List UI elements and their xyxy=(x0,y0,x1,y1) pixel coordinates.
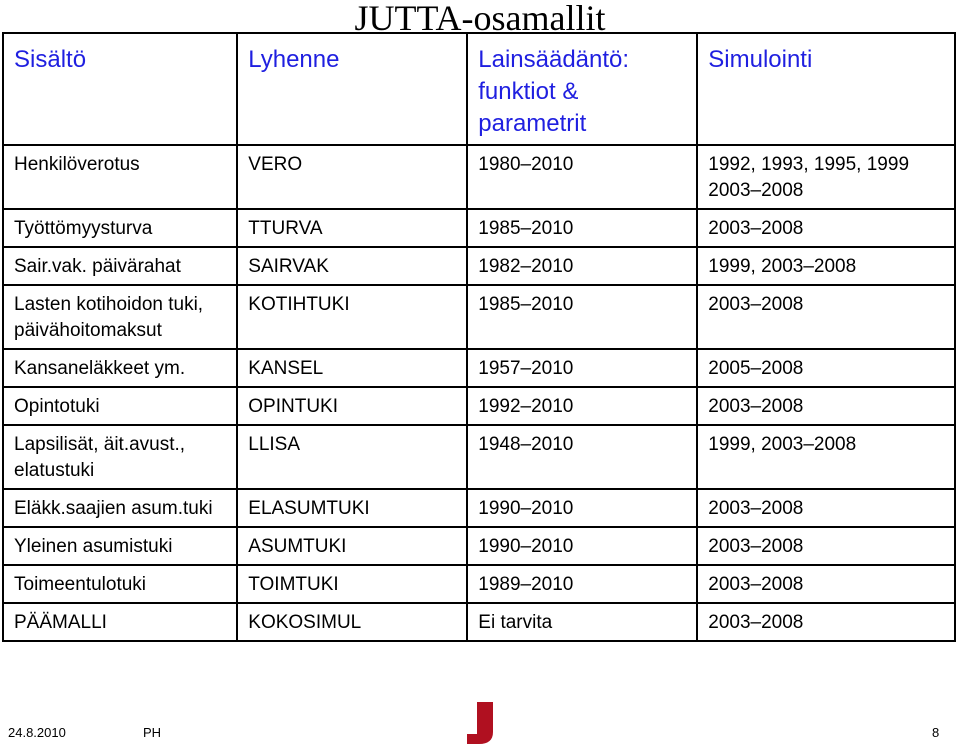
table-cell xyxy=(237,209,467,247)
cell-line: Sair.vak. päivärahat xyxy=(14,256,181,277)
cell-line: KOKOSIMUL xyxy=(248,612,362,633)
table-cell xyxy=(3,285,237,349)
cell-line: 2003–2008 xyxy=(708,612,804,633)
cell-line: 2003–2008 xyxy=(708,536,804,557)
table-cell xyxy=(697,247,955,285)
table-cell xyxy=(467,387,697,425)
table-row xyxy=(3,285,955,349)
header-line: Sisältö xyxy=(14,46,87,73)
cell-line: VERO xyxy=(248,154,303,175)
table-row xyxy=(3,603,955,641)
cell-line: PÄÄMALLI xyxy=(14,612,107,633)
table-cell xyxy=(3,349,237,387)
table-cell xyxy=(237,247,467,285)
table-cell xyxy=(467,603,697,641)
cell-line: KOTIHTUKI xyxy=(248,294,350,315)
cell-line: 1999, 2003–2008 xyxy=(708,434,857,455)
table-cell xyxy=(237,603,467,641)
table-row xyxy=(3,387,955,425)
table-body xyxy=(3,145,955,641)
cell-line: 2003–2008 xyxy=(708,396,804,417)
cell-line: TTURVA xyxy=(248,218,323,239)
footer-page-number: 8 xyxy=(932,725,940,740)
table-cell xyxy=(237,387,467,425)
cell-line: Lapsilisät, äit.avust., xyxy=(14,434,186,455)
footer-author: PH xyxy=(143,725,162,740)
cell-line: Eläkk.saajien asum.tuki xyxy=(14,498,213,519)
table-cell xyxy=(697,425,955,489)
column-header xyxy=(697,33,955,145)
table-cell xyxy=(467,285,697,349)
cell-line: 2003–2008 xyxy=(708,218,804,239)
table-cell xyxy=(237,425,467,489)
table-cell xyxy=(697,387,955,425)
cell-line: 1957–2010 xyxy=(478,358,574,379)
header-row xyxy=(3,33,955,145)
cell-line: 1990–2010 xyxy=(478,498,574,519)
table-row xyxy=(3,247,955,285)
table-cell xyxy=(697,603,955,641)
cell-line: elatustuki xyxy=(14,460,95,481)
table-cell xyxy=(467,145,697,209)
submodel-table xyxy=(2,32,956,642)
header-line: Simulointi xyxy=(708,46,813,73)
j-logo-icon xyxy=(463,700,497,746)
table-row xyxy=(3,489,955,527)
cell-line: 1992, 1993, 1995, 1999 xyxy=(708,154,910,175)
table-cell xyxy=(3,145,237,209)
cell-line: 1999, 2003–2008 xyxy=(708,256,857,277)
cell-line: OPINTUKI xyxy=(248,396,338,417)
cell-line: 2003–2008 xyxy=(708,180,804,201)
cell-line: 1992–2010 xyxy=(478,396,574,417)
table-row xyxy=(3,145,955,209)
cell-line: Ei tarvita xyxy=(478,612,553,633)
column-header xyxy=(237,33,467,145)
table-cell xyxy=(467,247,697,285)
table-cell xyxy=(697,527,955,565)
table-cell xyxy=(3,425,237,489)
cell-line: Henkilöverotus xyxy=(14,154,140,175)
column-header xyxy=(467,33,697,145)
cell-line: 1985–2010 xyxy=(478,294,574,315)
cell-line: ELASUMTUKI xyxy=(248,498,370,519)
header-line: parametrit xyxy=(478,110,587,137)
table-cell xyxy=(697,565,955,603)
cell-line: 1985–2010 xyxy=(478,218,574,239)
header-line: Lainsäädäntö: xyxy=(478,46,630,73)
table-cell xyxy=(697,209,955,247)
cell-line: 1990–2010 xyxy=(478,536,574,557)
cell-line: Yleinen asumistuki xyxy=(14,536,173,557)
table-cell xyxy=(467,209,697,247)
table-cell xyxy=(237,527,467,565)
table-cell xyxy=(237,349,467,387)
cell-line: Työttömyysturva xyxy=(14,218,153,239)
table-cell xyxy=(3,603,237,641)
page-title: JUTTA-osamallit xyxy=(354,0,606,38)
table-row xyxy=(3,349,955,387)
table-cell xyxy=(3,527,237,565)
cell-line: KANSEL xyxy=(248,358,324,379)
table-cell xyxy=(237,565,467,603)
table-cell xyxy=(467,425,697,489)
table-cell xyxy=(467,527,697,565)
cell-line: Lasten kotihoidon tuki, xyxy=(14,294,204,315)
table-cell xyxy=(697,285,955,349)
cell-line: SAIRVAK xyxy=(248,256,329,277)
table-cell xyxy=(467,565,697,603)
column-header xyxy=(3,33,237,145)
cell-line: 1989–2010 xyxy=(478,574,574,595)
table-cell xyxy=(697,349,955,387)
table-cell xyxy=(3,209,237,247)
table-cell xyxy=(467,349,697,387)
table-row xyxy=(3,565,955,603)
table-row xyxy=(3,209,955,247)
cell-line: ASUMTUKI xyxy=(248,536,347,557)
cell-line: TOIMTUKI xyxy=(248,574,339,595)
footer-date: 24.8.2010 xyxy=(8,725,66,740)
table-cell xyxy=(3,565,237,603)
table-cell xyxy=(3,247,237,285)
table-cell xyxy=(3,387,237,425)
table-row xyxy=(3,527,955,565)
cell-line: 2005–2008 xyxy=(708,358,804,379)
cell-line: päivähoitomaksut xyxy=(14,320,162,341)
cell-line: 2003–2008 xyxy=(708,574,804,595)
table-cell xyxy=(237,145,467,209)
cell-line: 1982–2010 xyxy=(478,256,574,277)
table-cell xyxy=(697,145,955,209)
cell-line: Kansaneläkkeet ym. xyxy=(14,358,186,379)
table-cell xyxy=(3,489,237,527)
header-line: Lyhenne xyxy=(248,46,340,73)
table-cell xyxy=(237,489,467,527)
table-row xyxy=(3,425,955,489)
table-cell xyxy=(237,285,467,349)
table-cell xyxy=(697,489,955,527)
cell-line: 2003–2008 xyxy=(708,294,804,315)
cell-line: LLISA xyxy=(248,434,301,455)
cell-line: 1980–2010 xyxy=(478,154,574,175)
cell-line: 1948–2010 xyxy=(478,434,574,455)
cell-line: Opintotuki xyxy=(14,396,100,417)
cell-line: 2003–2008 xyxy=(708,498,804,519)
cell-line: Toimeentulotuki xyxy=(14,574,147,595)
table-cell xyxy=(467,489,697,527)
header-line: funktiot & xyxy=(478,78,579,105)
